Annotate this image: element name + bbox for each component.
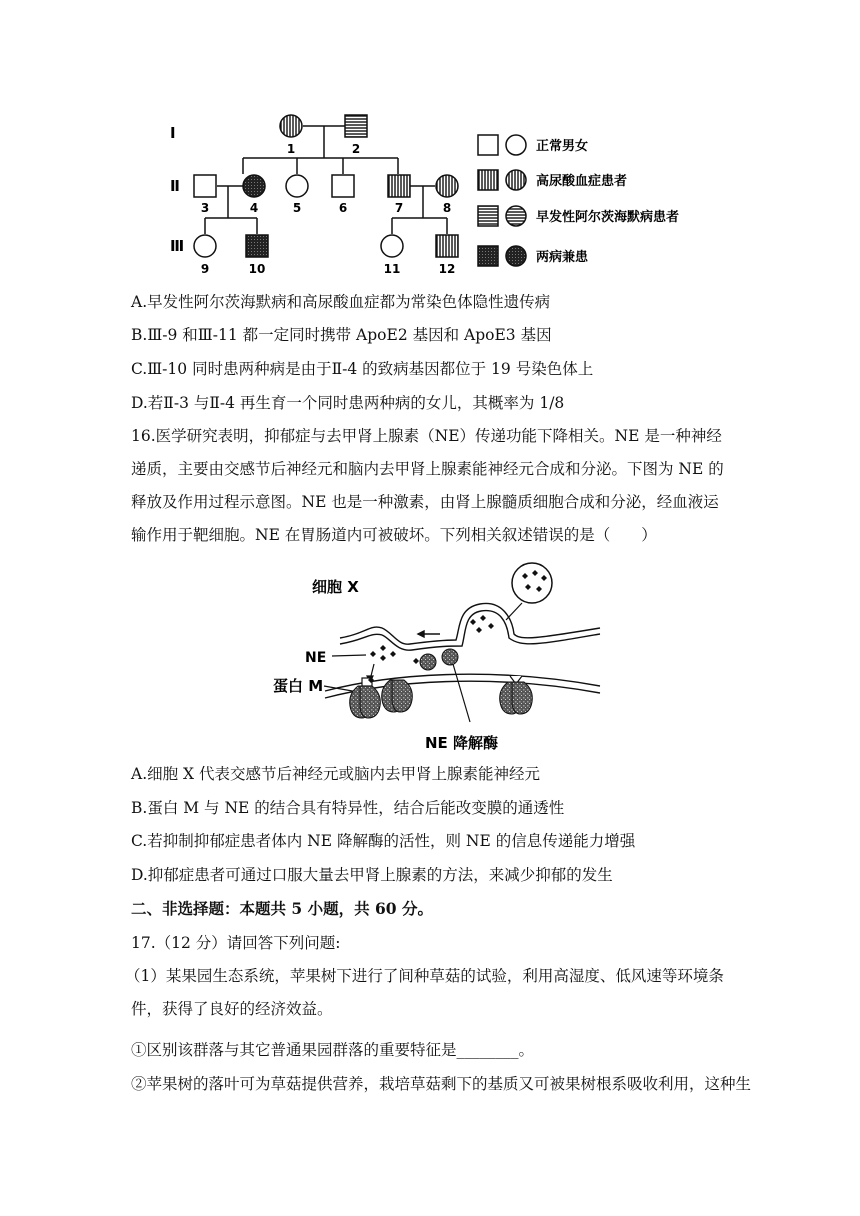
legend-alzheimer-male-symbol (478, 206, 498, 226)
individual-4-female-both (243, 175, 265, 197)
q16-option-c: C.若抑制抑郁症患者体内 NE 降解酶的活性，则 NE 的信息传递能力增强 (131, 832, 636, 850)
individual-9-female-normal (194, 235, 216, 257)
individual-7-male-hyperuricemia (388, 175, 410, 197)
individual-1-female-hyperuricemia (280, 115, 302, 137)
individual-number-1: 1 (286, 142, 296, 156)
individual-6-male-normal (332, 175, 354, 197)
ne-pointer (332, 655, 366, 656)
individual-5-female-normal (286, 175, 308, 197)
legend-normal-female-symbol (506, 135, 526, 155)
q15-option-a: A.早发性阿尔茨海默病和高尿酸血症都为常染色体隐性遗传病 (131, 293, 551, 311)
protein-m-label: 蛋白 M (273, 677, 324, 695)
legend-hyperuricemia-female-symbol (506, 170, 526, 190)
legend-both-female-symbol (506, 246, 526, 266)
q16-stem: 16.医学研究表明，抑郁症与去甲肾上腺素（NE）传递功能下降相关。NE 是一种神经递质，主要由交感节后神经元和脑内去甲肾上腺素能神经元合成和分泌。下图为 NE 的释放及作用过程示意图。NE 也是一种激素，由肾上腺髓质细胞合成和分泌，经血液运输作用于靶细胞。NE 在胃肠道内可被破坏。下列相关叙述错误的是（ ） (131, 427, 724, 544)
individual-number-8: 8 (442, 201, 452, 215)
individual-number-9: 9 (200, 262, 210, 276)
individual-number-4: 4 (249, 201, 259, 215)
cell-x-label: 细胞 X (312, 578, 359, 596)
individual-number-11: 11 (383, 262, 401, 276)
legend-normal-male-symbol (478, 135, 498, 155)
protein-m-receptor (350, 677, 381, 718)
legend-both-male-symbol (478, 246, 498, 266)
ne-degrading-enzyme-1 (413, 654, 436, 670)
synaptic-vesicle (512, 563, 552, 603)
q15-option-b: B.Ⅲ-9 和Ⅲ-11 都一定同时携带 ApoE2 基因和 ApoE3 基因 (131, 326, 552, 344)
q15-option-d: D.若Ⅱ-3 与Ⅱ-4 再生育一个同时患两种病的女儿，其概率为 1/8 (131, 394, 565, 412)
pedigree-chart (160, 106, 720, 286)
individual-number-3: 3 (200, 201, 210, 215)
individual-number-5: 5 (292, 201, 302, 215)
individual-10-male-both (246, 235, 268, 257)
individual-3-male-normal (194, 175, 216, 197)
release-arrow (418, 631, 440, 637)
individual-number-7: 7 (394, 201, 404, 215)
individual-2-male-alzheimer (345, 115, 367, 137)
individual-number-10: 10 (248, 262, 266, 276)
released-ne-molecules (370, 645, 396, 661)
q17-item-1: ①区别该群落与其它普通果园群落的重要特征是________。 (131, 1041, 535, 1059)
legend-hyperuricemia-male-symbol (478, 170, 498, 190)
q16-option-b: B.蛋白 M 与 NE 的结合具有特异性，结合后能改变膜的通透性 (131, 799, 565, 817)
legend-normal-label: 正常男女 (536, 139, 589, 154)
legend-alzheimer-label: 早发性阿尔茨海默病患者 (536, 210, 680, 225)
ne-enzyme-label: NE 降解酶 (425, 734, 499, 752)
legend-hyperuricemia-label: 高尿酸血症患者 (536, 174, 628, 189)
legend-alzheimer-female-symbol (506, 206, 526, 226)
q16-option-d: D.抑郁症患者可通过口服大量去甲肾上腺素的方法，来减少抑郁的发生 (131, 866, 613, 884)
presynaptic-membrane (340, 603, 600, 650)
ne-label: NE (305, 650, 327, 666)
receptor-2 (382, 680, 413, 712)
q15-option-c: C.Ⅲ-10 同时患两种病是由于Ⅱ-4 的致病基因都位于 19 号染色体上 (131, 360, 594, 378)
enzyme-pointer (453, 664, 470, 722)
generation-label-2: Ⅱ (170, 177, 180, 195)
individual-12-male-hyperuricemia (436, 235, 458, 257)
individual-8-female-hyperuricemia (436, 175, 458, 197)
pedigree-legend (478, 135, 679, 266)
generation-label-3: Ⅲ (170, 237, 185, 255)
q16-option-a: A.细胞 X 代表交感节后神经元或脑内去甲肾上腺素能神经元 (131, 765, 541, 783)
individual-number-12: 12 (438, 262, 456, 276)
individual-11-female-normal (381, 235, 403, 257)
fusing-vesicle-ne (470, 615, 494, 633)
q17-item-2: ②苹果树的落叶可为草菇提供营养，栽培草菇剩下的基质又可被果树根系吸收利用，这种生 (131, 1075, 752, 1093)
legend-both-label: 两病兼患 (536, 250, 589, 265)
q17-part1: （1）某果园生态系统，苹果树下进行了间种草菇的试验，利用高湿度、低风速等环境条件，获得了良好的经济效益。 (125, 967, 724, 1018)
section-heading: 二、非选择题：本题共 5 小题，共 60 分。 (131, 899, 433, 918)
ne-degrading-enzyme-2 (442, 649, 458, 665)
generation-label-1: Ⅰ (170, 124, 176, 142)
individual-number-2: 2 (351, 142, 361, 156)
ne-synapse-diagram (270, 556, 610, 756)
individual-number-6: 6 (338, 201, 348, 215)
q17-title: 17.（12 分）请回答下列问题: (131, 934, 341, 952)
